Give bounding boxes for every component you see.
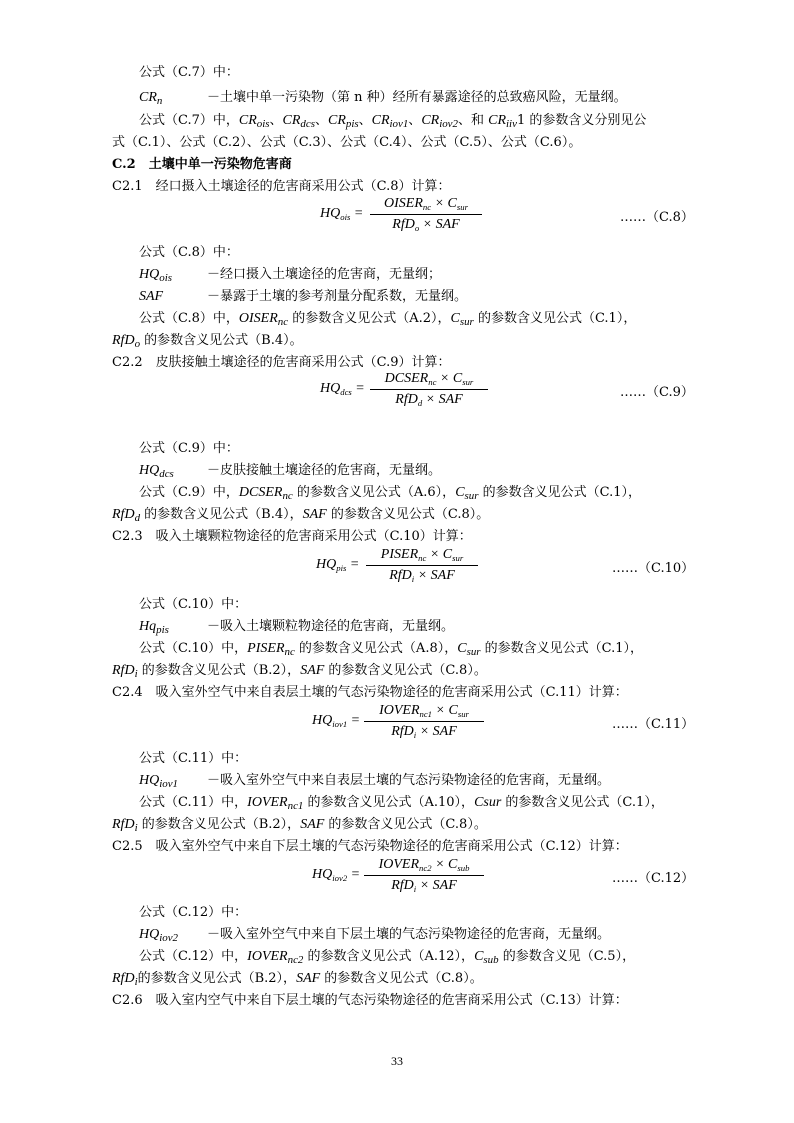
c21-heading: C2.1 经口摄入土壤途径的危害商采用公式（C.8）计算： <box>112 179 451 194</box>
equation-c11: $HQ_{iov1}$ = $IOVER_{nc1} \times C_{sur}$ RfD$_i$ × SAF ……（C.11） <box>312 703 695 741</box>
para-c12-cont: RfD$_i$的参数含义见公式（B.2），SAF 的参数含义见公式（C.8）。 <box>112 971 483 989</box>
para-c10: 公式（C.10）中，$PISER_{nc}$ 的参数含义见公式（A.8），$C_{sur}$ 的参数含义见公式（C.1）， <box>139 641 644 659</box>
para-c9-cont: RfD$_d$ 的参数含义见公式（B.4），SAF 的参数含义见公式（C.8）。 <box>112 507 490 525</box>
equation-c8: $HQ_{ois}$ = $OISER_{nc} \times C_{sur}$ RfD$_o$ × SAF ……（C.8） <box>320 196 694 234</box>
where-c10: 公式（C.10）中： <box>139 597 248 612</box>
where-c12: 公式（C.12）中： <box>139 905 248 920</box>
para-c8-cont: RfD$_o$ 的参数含义见公式（B.4）。 <box>112 333 303 351</box>
para-c11-cont: RfD$_i$ 的参数含义见公式（B.2），SAF 的参数含义见公式（C.8）。 <box>112 817 487 835</box>
section-heading-c2: C.2 土壤中单一污染物危害商 <box>112 157 292 172</box>
def-hqiov1: $HQ_{iov1}$ －吸入室外空气中来自表层土壤的气态污染物途径的危害商，无量纲。 <box>139 773 611 791</box>
where-c8: 公式（C.8）中： <box>139 245 239 260</box>
para-c9: 公式（C.9）中，$DCSER_{nc}$ 的参数含义见公式（A.6），$C_{sur}$ 的参数含义见公式（C.1）， <box>139 485 642 503</box>
def-saf: SAF －暴露于土壤的参考剂量分配系数，无量纲。 <box>139 289 468 304</box>
c22-heading: C2.2 皮肤接触土壤途径的危害商采用公式（C.9）计算： <box>112 355 451 370</box>
c25-heading: C2.5 吸入室外空气中来自下层土壤的气态污染物途径的危害商采用公式（C.12）计算： <box>112 839 628 854</box>
c23-heading: C2.3 吸入土壤颗粒物途径的危害商采用公式（C.10）计算： <box>112 529 472 544</box>
where-c7: 公式（C.7）中： <box>139 65 239 80</box>
def-hqois: $HQ_{ois}$ －经口摄入土壤途径的危害商，无量纲； <box>139 267 442 285</box>
where-c11: 公式（C.11）中： <box>139 751 248 766</box>
equation-c12: $HQ_{iov2}$ = $IOVER_{nc2} \times C_{sub}$ RfD$_i$ × SAF ……（C.12） <box>312 857 695 895</box>
para-c12: 公式（C.12）中，$IOVER_{nc2}$ 的参数含义见公式（A.12），$C_{sub}$ 的参数含义见（C.5）， <box>139 949 636 967</box>
c26-heading: C2.6 吸入室内空气中来自下层土壤的气态污染物途径的危害商采用公式（C.13）计算： <box>112 993 628 1008</box>
def-hqiov2: $HQ_{iov2}$ －吸入室外空气中来自下层土壤的气态污染物途径的危害商，无量纲。 <box>139 927 611 945</box>
def-hqpis: $Hq_{pis}$ －吸入土壤颗粒物途径的危害商，无量纲。 <box>139 619 455 637</box>
page-number: 33 <box>391 1054 403 1068</box>
equation-c9: $HQ_{dcs}$ = $DCSER_{nc} \times C_{sur}$ RfD$_d$ × SAF ……（C.9） <box>320 371 694 409</box>
def-crn: $CR_n$ －土壤中单一污染物（第 n 种）经所有暴露途径的总致癌风险，无量纲。 <box>139 90 627 108</box>
para-c8: 公式（C.8）中，$OISER_{nc}$ 的参数含义见公式（A.2），$C_{sur}$ 的参数含义见公式（C.1）， <box>139 311 637 329</box>
para-c11: 公式（C.11）中，$IOVER_{nc1}$ 的参数含义见公式（A.10），Csur 的参数含义见公式（C.1）， <box>139 795 664 813</box>
para-c7-cont: 式（C.1）、公式（C.2）、公式（C.3）、公式（C.4）、公式（C.5）、公式（C.6）。 <box>112 135 582 150</box>
para-c7: 公式（C.7）中，$CR_{ois}$、$CR_{dcs}$、$CR_{pis}$、$CR_{iov1}$、$CR_{iov2}$、和 $CR_{iiv}1$ 的参数含义分别见公 <box>139 113 647 131</box>
c24-heading: C2.4 吸入室外空气中来自表层土壤的气态污染物途径的危害商采用公式（C.11）计算： <box>112 685 628 700</box>
def-hqdcs: $HQ_{dcs}$ －皮肤接触土壤途径的危害商，无量纲。 <box>139 463 442 481</box>
where-c9: 公式（C.9）中： <box>139 441 239 456</box>
para-c10-cont: RfD$_i$ 的参数含义见公式（B.2），SAF 的参数含义见公式（C.8）。 <box>112 663 487 681</box>
equation-c10: $HQ_{pis}$ = $PISER_{nc} \times C_{sur}$ RfD$_i$ × SAF ……（C.10） <box>316 547 695 585</box>
